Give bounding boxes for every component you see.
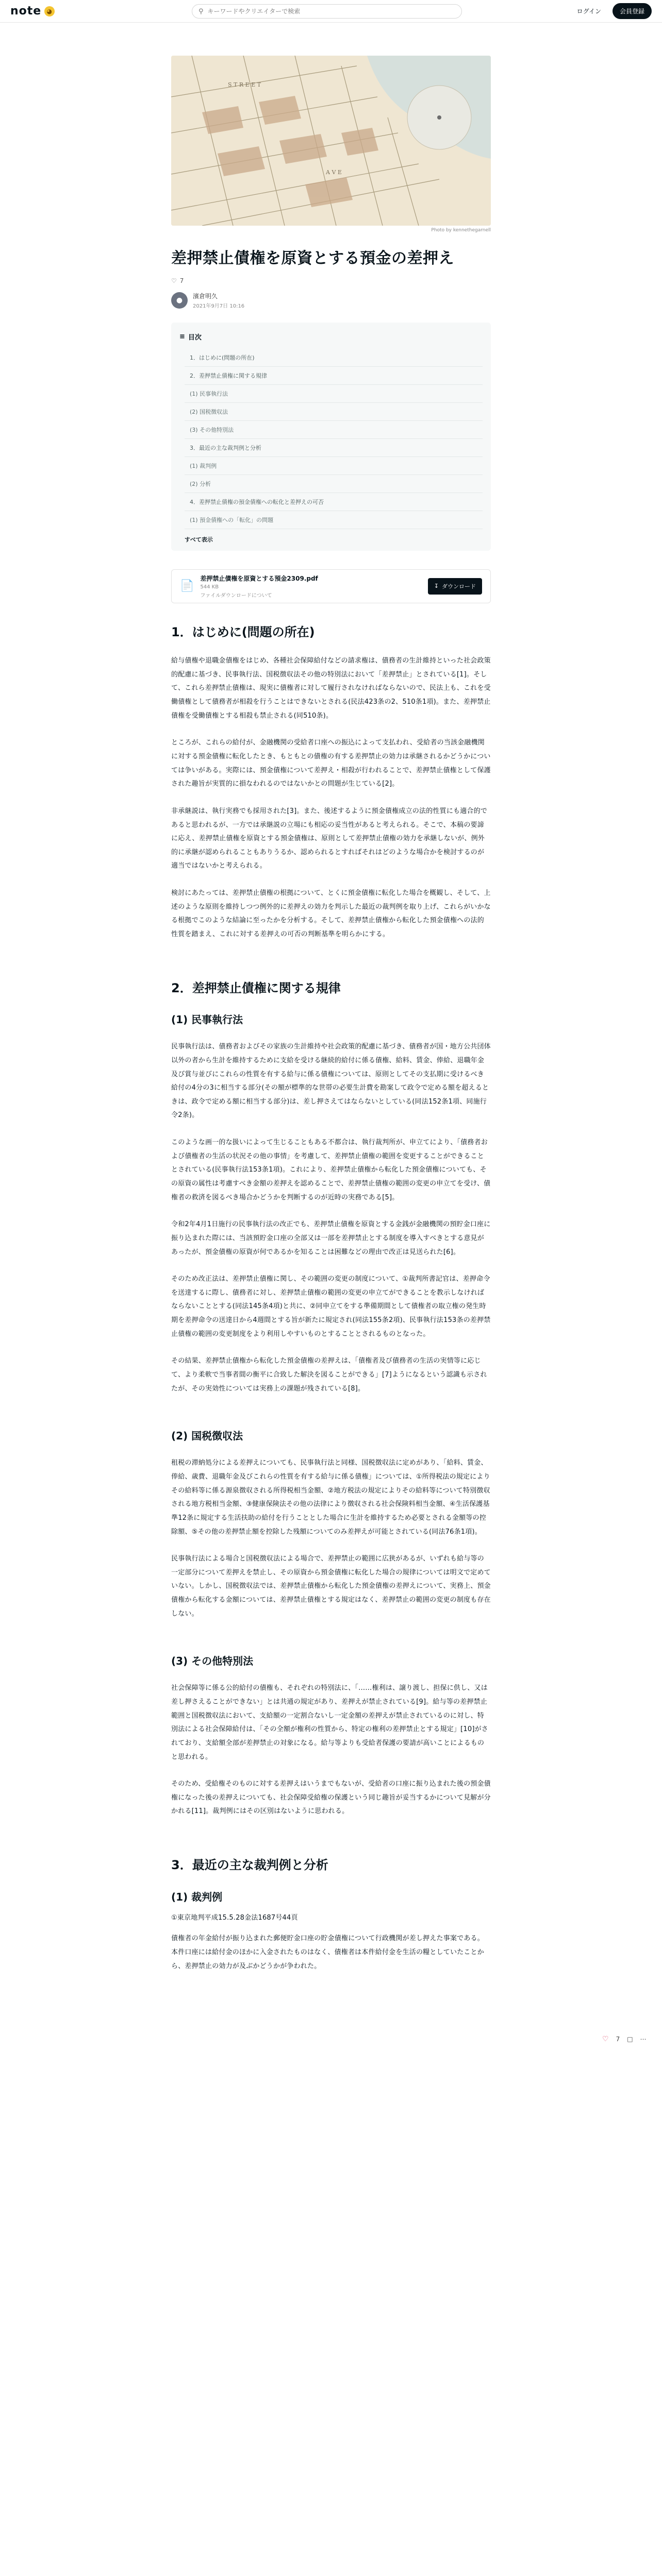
paragraph: 租税の滞納処分による差押えについても、民事執行法と同様、国税徴収法に定めがあり、「給料、賃金、俸給、歳費、退職年金及びこれらの性質を有する給与に係る債権」については、①所得税法の規定によりその給料等に係る源泉徴収される所得税相当金額、②地方税法の規定によりその給料等について特別徴収される地方税相当金額、③健康保険法その他の法律により徴収される社会保険料相当金額、④生活保護基準12条に規定する生活扶助の給付を行うこととした場合に生計を維持するため必要とされる金額等の控除額、⑤その他の差押禁止額を控除した残額についてのみ差押えが可能とされている(同法76条1項)。 xyxy=(171,1459,490,1536)
paragraph: そのため、受給権そのものに対する差押えはいうまでもないが、受給者の口座に振り込まれた後の預金債権になった後の差押えについても、社会保障受給権の保護という同じ趣旨が妥当するかについて見解が分かれる[11]。裁判例にはその区別はないように思われる。 xyxy=(171,1780,491,1816)
toc-item[interactable]: 1．はじめに(問題の所在) xyxy=(185,349,483,367)
toc-item[interactable]: (2) 分析 xyxy=(185,475,483,493)
toc-item[interactable]: 4．差押禁止債権の預金債権への転化と差押えの可否 xyxy=(185,493,483,511)
svg-text:A V E: A V E xyxy=(326,169,342,176)
floating-like-count: 7 xyxy=(616,2036,620,2043)
file-size: 544 KB xyxy=(200,584,219,590)
floating-actions xyxy=(602,2035,647,2043)
author-block[interactable] xyxy=(171,292,491,309)
toc-item[interactable]: 3．最近の主な裁判例と分析 xyxy=(185,439,483,457)
paragraph: 給与債権や退職金債権をはじめ、各種社会保障給付などの請求権は、債務者の生計維持といった社会政策的配慮に基づき、民事執行法、国税徴収法その他の特別法において「差押禁止」とされている[1]。そして、これら差押禁止債権は、現実に債権者に対して履行されなければならないので、民法上も、これを受働債権として債務者が相殺を行うことはできないとされる(民法423条の2、510条1項)。また、差押禁止債権を受働債権とする相殺も禁止される(同510条)。 xyxy=(171,657,491,720)
toc-item[interactable]: (2) 国税徴収法 xyxy=(185,403,483,421)
list-icon: ≡ xyxy=(179,332,185,341)
paragraph: 令和2年4月1日施行の民事執行法の改正でも、差押禁止債権を原資とする金銭が金融機関の預貯金口座に振り込まれた際には、当該預貯金口座の全部又は一部を差押禁止とする制度を導入すべきとする意見があったが、預金債権の原資が何であるかを知ることは困難などの理由で改正は見送られた[6]。 xyxy=(171,1221,491,1256)
table-of-contents xyxy=(171,323,491,551)
article-title: 差押禁止債権を原資とする預金の差押え xyxy=(171,249,454,267)
logo-text: note xyxy=(10,5,42,18)
signup-button[interactable]: 会員登録 xyxy=(613,3,652,19)
mascot-icon: ◕ xyxy=(44,6,55,16)
paragraph: その結果、差押禁止債権から転化した預金債権の差押えは、「債権者及び債務者の生活の実情等に応じて、より柔軟で当事者間の衡平に合致した解決を図ることができる」[7]ようになるという認識も示されたが、その実効性については実務上の課題が残されている[8]。 xyxy=(171,1357,487,1393)
publish-date: 2021年9月7日 10:16 xyxy=(193,303,245,309)
top-header xyxy=(0,0,662,23)
author-name[interactable]: 濱倉明久 xyxy=(193,292,218,300)
paragraph: 債権者の年金給付が振り込まれた郵便貯金口座の貯金債権について行政機関が差し押えた事案である。本件口座には給付金のほかに入金されたものはなく、債権者は本件給付金を生活の糧としていたことから、差押禁止の効力が及ぶかどうかが争われた。 xyxy=(171,1935,484,1970)
download-icon: ↧ xyxy=(434,583,439,589)
case-citation: ①東京地判平成15.5.28金法1687号44頁 xyxy=(171,1913,298,1922)
paragraph: ところが、これらの給付が、金融機関の受給者口座への振込によって支払われ、受給者の当該金融機関に対する預金債権に転化したとき、もともとの債権の有する差押禁止の効力は承継されるかどうかについては争いがある。実際には、預金債権について差押え・相殺が行われることで、差押禁止債権として保護された趣旨が実質的に損なわれるのではないかとの問題が生じている[2]。 xyxy=(171,739,491,788)
subsection-heading: (2) 国税徴収法 xyxy=(171,1430,243,1443)
toc-list xyxy=(179,349,483,529)
like-counter[interactable] xyxy=(171,277,491,284)
section-heading: 1．はじめに(問題の所在) xyxy=(171,624,315,639)
login-button[interactable]: ログイン xyxy=(571,4,607,19)
search-icon: ⚲ xyxy=(198,7,204,15)
toc-item[interactable]: (3) その他特別法 xyxy=(185,421,483,439)
eyecatch-image xyxy=(171,56,491,226)
search-input[interactable] xyxy=(208,8,455,15)
file-name: 差押禁止債権を原資とする預金2309.pdf xyxy=(200,574,318,582)
article-column xyxy=(171,56,491,1973)
paragraph: このような画一的な扱いによって生じることもある不都合は、執行裁判所が、申立てにより、「債務者および債権者の生活の状況その他の事情」を考慮して、差押禁止債権の範囲を変更することができることとされている(民事執行法153条1項)。これにより、差押禁止債権から転化した預金債権についても、その原資の属性は考慮すべき金額の差押えを認めることで、差押禁止債権の範囲の変更の申立てを受け、債権者の救済を図るべき場合かどうかを判断するのが近時の実務である[5]。 xyxy=(171,1139,491,1201)
file-icon: 📄 xyxy=(180,580,194,592)
paragraph: そのため改正法は、差押禁止債権に関し、その範囲の変更の制度について、①裁判所書記官は、差押命令を送達するに際し、債務者に対し、差押禁止債権の範囲の変更の申立てができることを教示しなければならないこととする(同法145条4項)と共に、②同申立てをする準備期間として債権者の取立権の発生時期を差押命令の送達日から4週間とする旨が新たに規定され(同法155条2項)、民事執行法153条の差押禁止債権の範囲の変更制度をより利用しやすいものとすることとされるものとなった。 xyxy=(171,1275,491,1338)
old-map-illustration xyxy=(171,56,491,226)
toc-item[interactable]: (1) 裁判例 xyxy=(185,457,483,475)
heart-icon[interactable]: ♡ xyxy=(171,277,177,284)
toc-item[interactable]: (1) 預金債権への「転化」の問題 xyxy=(185,511,483,529)
paragraph: 民事執行法による場合と国税徴収法による場合で、差押禁止の範囲に広狭があるが、いずれも給与等の一定部分について差押えを禁止し、その原資から預金債権に転化した場合の規律については明文で定めていない。しかし、国税徴収法では、差押禁止債権から転化した預金債権の差押えについて、実務上、預金債権から転化する金額については、差押禁止債権とする規定はなく、差押禁止の範囲の変更の制度も存在しない。 xyxy=(171,1555,491,1618)
section-heading: 3．最近の主な裁判例と分析 xyxy=(171,1858,328,1873)
download-button[interactable]: ↧ ダウンロード xyxy=(428,578,482,595)
subsection-heading: (3) その他特別法 xyxy=(171,1655,254,1668)
note-logo[interactable] xyxy=(10,5,55,18)
more-icon[interactable]: ⋯ xyxy=(640,2036,647,2043)
toc-show-all[interactable]: すべて表示 xyxy=(185,536,213,543)
toc-item[interactable]: (1) 民事執行法 xyxy=(185,385,483,403)
search-box[interactable] xyxy=(192,4,462,19)
like-count: 7 xyxy=(179,277,184,284)
svg-text:S T R E E T: S T R E E T xyxy=(228,81,261,88)
toc-heading: ≡ 目次 xyxy=(179,332,202,342)
subsection-heading: (1) 民事執行法 xyxy=(171,1013,243,1026)
paragraph: 非承継説は、執行実務でも採用された[3]。また、後述するように預金債権成立の法的性質にも適合的であると思われるが、一方では承継説の立場にも相応の妥当性があると考えられる。そこで、本稿の要諦に応え、差押禁止債権を原資とする預金債権は、原則として差押禁止債権の効力を承継しないが、例外的に承継が認められることもありうるか、認められるとすればそれはどのような場合かを検討するのが適当ではないかと考えられる。 xyxy=(171,807,488,870)
comment-icon[interactable]: □ xyxy=(627,2036,633,2043)
section-heading: 2．差押禁止債権に関する規律 xyxy=(171,980,341,995)
photo-credit[interactable]: Photo by kennethegarnell xyxy=(431,228,491,233)
paragraph: 社会保障等に係る公的給付の債権も、それぞれの特別法に、「……権利は、譲り渡し、担保に供し、又は差し押さえることができない」とは共通の規定があり、差押えが禁止されている[9]。給与等の差押禁止範囲と国税徴収法において、支給額の一定割合ないし一定金額の差押えが禁止されているのに対し、特別法による社会保障給付は、「その全額が権利の性質から、特定の権利の差押禁止とする規定」[10]がされており、支給額全部が差押禁止の対象になる。給与等よりも受給者保護の要請が高いことによるものと思われる。 xyxy=(171,1684,488,1761)
subsection-heading: (1) 裁判例 xyxy=(171,1890,223,1903)
avatar[interactable]: ● xyxy=(171,292,188,309)
paragraph: 検討にあたっては、差押禁止債権の根拠について、とくに預金債権に転化した場合を概観し、そして、上述のような原則を維持しつつ例外的に差押えの効力を判示した最近の裁判例を取り上げ、これらがいかなる根拠でこのような結論に至ったかを分析する。そして、差押禁止債権から転化した預金債権への法的性質を踏まえ、これに対する差押えの可否の判断基準を明らかにする。 xyxy=(171,889,491,938)
toc-item[interactable]: 2．差押禁止債権に関する規律 xyxy=(185,367,483,385)
paragraph: 民事執行法は、債務者およびその家族の生計維持や社会政策的配慮に基づき、債務者が国・地方公共団体以外の者から生計を維持するために支給を受ける継続的給付に係る債権、給料、賃金、俸給、退職年金及び賞与並びにこれらの性質を有する給与に係る債権については、原則としてその支払期に受けるべき給付の4分の3に相当する部分(その額が標準的な世帯の必要生計費を勘案して政令で定める額を超えるときは、政令で定める額に相当する部分)は、差し押さえてはならないとしている(同法152条1項、同施行令2条)。 xyxy=(171,1043,491,1120)
file-attachment xyxy=(171,569,491,603)
file-info-link[interactable]: ファイルダウンロードについて xyxy=(200,592,272,599)
floating-heart-icon[interactable]: ♡ xyxy=(602,2035,609,2043)
